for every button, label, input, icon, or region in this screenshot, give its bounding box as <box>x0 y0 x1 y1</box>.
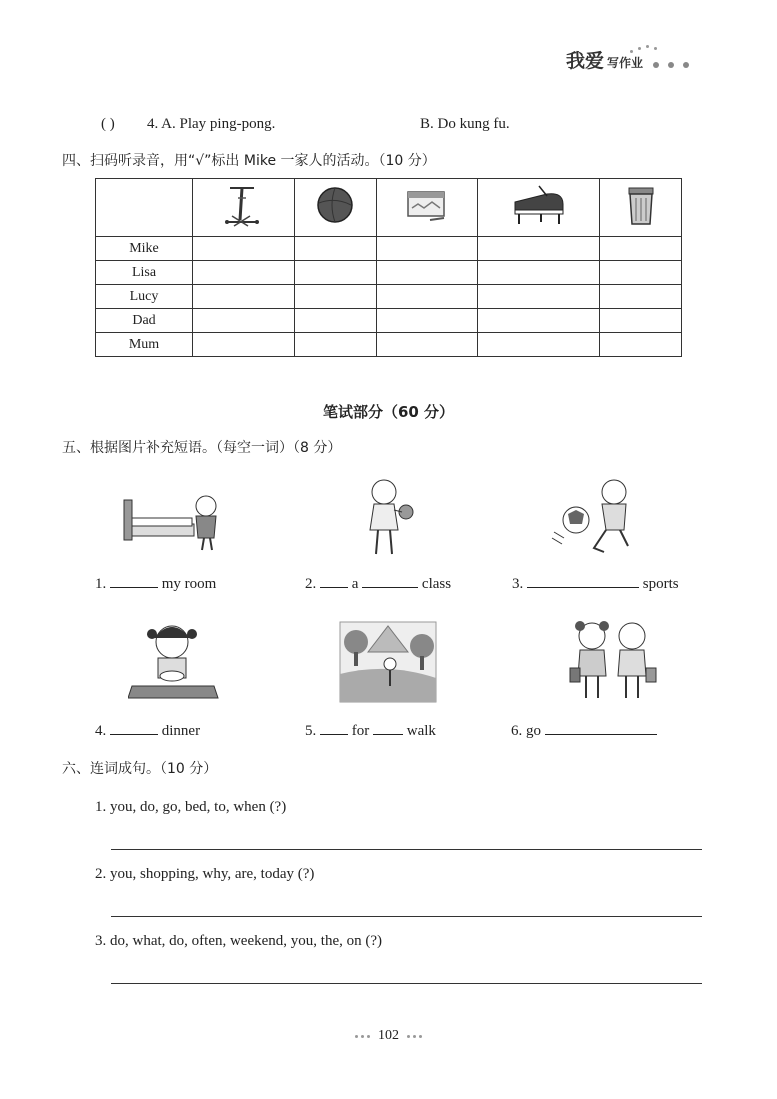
check-cell[interactable] <box>193 333 295 357</box>
question-4-option-b: B. Do kung fu. <box>420 116 510 132</box>
brand-sub: 写作业 <box>607 56 644 70</box>
check-cell[interactable] <box>376 261 478 285</box>
sentence-prompt-1: 1. you, do, go, bed, to, when (?) <box>95 799 287 815</box>
footer-dots-left <box>355 1035 370 1038</box>
check-cell[interactable] <box>193 261 295 285</box>
check-cell[interactable] <box>600 333 682 357</box>
piano-icon <box>478 179 600 237</box>
check-cell[interactable] <box>478 261 600 285</box>
table-row <box>96 285 682 309</box>
footer-dots-right <box>407 1035 422 1038</box>
check-cell[interactable] <box>294 237 376 261</box>
check-cell[interactable] <box>376 309 478 333</box>
check-cell[interactable] <box>478 309 600 333</box>
blank-field[interactable] <box>320 720 348 735</box>
blank-field[interactable] <box>110 573 158 588</box>
page-footer <box>0 1028 777 1044</box>
ping-pong-girl-picture <box>356 474 418 558</box>
check-cell[interactable] <box>600 285 682 309</box>
make-bed-picture <box>120 480 228 552</box>
row-name: Lucy <box>96 285 193 309</box>
section-4-title: 四、扫码听录音，用“√”标出 Mike 一家人的活动。（10 分） <box>62 153 436 169</box>
brand-main: 我爱 <box>566 50 605 72</box>
check-cell[interactable] <box>376 333 478 357</box>
table-row <box>96 309 682 333</box>
row-name: Mum <box>96 333 193 357</box>
activity-table <box>95 178 682 357</box>
kung-fu-stand-icon <box>193 179 295 237</box>
drawing-board-icon <box>376 179 478 237</box>
page-number: 102 <box>378 1028 399 1043</box>
check-cell[interactable] <box>478 285 600 309</box>
sentence-prompt-3: 3. do, what, do, often, weekend, you, the, on (?) <box>95 933 383 949</box>
phrase-3: 3. sports <box>512 573 679 593</box>
table-row <box>96 237 682 261</box>
check-cell[interactable] <box>478 237 600 261</box>
brand-dots <box>653 62 689 68</box>
check-cell[interactable] <box>294 285 376 309</box>
check-cell[interactable] <box>294 261 376 285</box>
row-name: Lisa <box>96 261 193 285</box>
table-header-row <box>96 179 682 237</box>
sentence-prompt-2: 2. you, shopping, why, are, today (?) <box>95 866 315 882</box>
blank-field[interactable] <box>362 573 418 588</box>
check-cell[interactable] <box>193 237 295 261</box>
section-5-title: 五、根据图片补充短语。（每空一词）（8 分） <box>62 440 342 456</box>
row-name: Dad <box>96 309 193 333</box>
table-row <box>96 261 682 285</box>
check-cell[interactable] <box>193 309 295 333</box>
check-cell[interactable] <box>478 333 600 357</box>
answer-line-2[interactable] <box>111 916 702 917</box>
check-cell[interactable] <box>294 309 376 333</box>
blank-field[interactable] <box>320 573 348 588</box>
blank-field[interactable] <box>373 720 403 735</box>
trash-bin-icon <box>600 179 682 237</box>
section-6-title: 六、连词成句。（10 分） <box>62 761 218 777</box>
phrase-2: 2. a class <box>305 573 451 593</box>
ball-icon <box>294 179 376 237</box>
check-cell[interactable] <box>193 285 295 309</box>
written-part-title: 笔试部分（60 分） <box>322 403 455 421</box>
blank-field[interactable] <box>545 720 657 735</box>
blank-field[interactable] <box>110 720 158 735</box>
blank-field[interactable] <box>527 573 639 588</box>
answer-line-1[interactable] <box>111 849 702 850</box>
brand-logo <box>566 46 689 73</box>
table-row <box>96 333 682 357</box>
phrase-4: 4. dinner <box>95 720 200 740</box>
check-cell[interactable] <box>600 237 682 261</box>
check-cell[interactable] <box>376 237 478 261</box>
question-4-option-a: 4. A. Play ping-pong. <box>147 116 276 132</box>
answer-line-3[interactable] <box>111 983 702 984</box>
go-for-walk-picture <box>338 612 438 706</box>
phrase-1: 1. my room <box>95 573 216 593</box>
check-cell[interactable] <box>294 333 376 357</box>
phrase-5: 5. for walk <box>305 720 436 740</box>
football-boy-picture <box>550 474 642 558</box>
answer-paren: ( ) <box>101 116 115 132</box>
check-cell[interactable] <box>600 309 682 333</box>
check-cell[interactable] <box>376 285 478 309</box>
phrase-6: 6. go <box>511 720 657 740</box>
have-dinner-picture <box>128 614 222 708</box>
go-shopping-picture <box>566 614 660 704</box>
check-cell[interactable] <box>600 261 682 285</box>
row-name: Mike <box>96 237 193 261</box>
